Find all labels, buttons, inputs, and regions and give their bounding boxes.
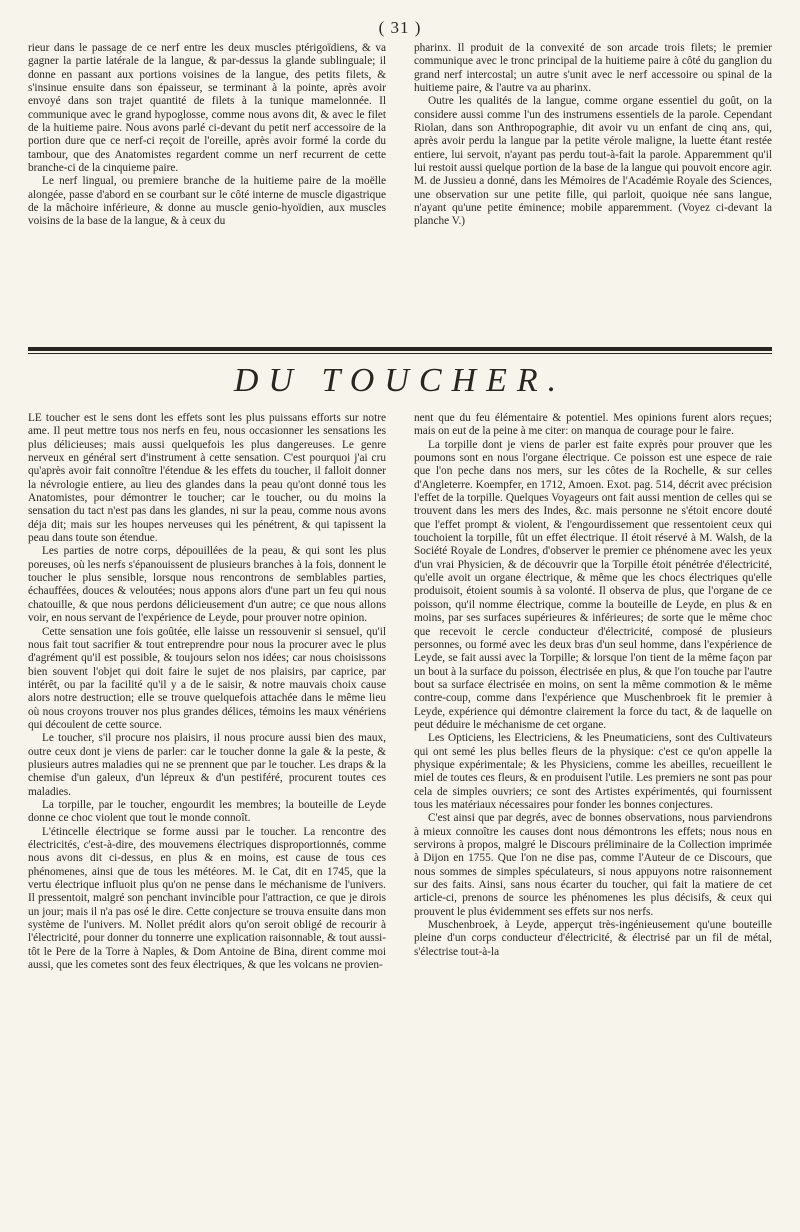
top-left-column [28, 42, 386, 229]
paragraph: Muschenbroek, à Leyde, apperçut très-ingénieusement qu'une bouteille pleine d'un corps conducteur d'électricité, & électrisé par un fil de métal, s'électrise tout-à-la [414, 919, 772, 958]
paragraph: Les parties de notre corps, dépouillées de la peau, & qui sont les plus poreuses, où les nerfs s'épanouissent de plusieurs branches à la fois, donnent le toucher le plus sensible, lorsque nous rencontrons de semblables parties, échauffées, douces & veloutées; nous appons alors d'une part un feu qui nous chatouille, & que nous perdons délicieusement d'un autre; ce que nous allons voir, en nous servant de l'expérience de Leyde, pour prouver notre opinion. [28, 545, 386, 625]
paragraph: pharinx. Il produit de la convexité de son arcade trois filets; le premier communique avec le tronc principal de la huitieme paire à côté du ganglion du grand nerf intercostal; un autre s'unit avec le nerf accessoire ou spinal de la huitieme paire, & l'autre va au pharinx. [414, 42, 772, 95]
bottom-left-column [28, 412, 386, 972]
paragraph: L'étincelle électrique se forme aussi par le toucher. La rencontre des électricités, c'est-à-dire, des mouvemens électriques disproportionnés, comme nous avons dit ci-dessus, en plus & en moins, est cause de tous ces phénomenes, ainsi que de tous les météores. M. le Cat, dit en 1745, que la vertu électrique influoit plus qu'on ne pense dans le méchanisme de l'univers. Il pressentoit, malgré son penchant invincible pour l'attraction, ce que je dirois un jour; mais il n'a pas osé le dire. Cette conjecture se trouva ensuite dans mon système de l'univers. M. Nollet prédit alors qu'on seroit obligé de recourir à l'électricité, pour donner du tonnerre une explication raisonnable, & tout aussi-tôt le Pere de la Torre à Naples, & Dom Antoine de Bina, dirent comme moi aussi, que les cometes sont des feux électriques, & que les volcans ne provien- [28, 825, 386, 972]
paragraph: La torpille dont je viens de parler est faite exprès pour prouver que les poumons sont en nous l'organe électrique. Ce poisson est une espece de raie que l'on peche dans nos mers, sur les côtes de la Rochelle, & sur celles d'Angleterre. Koempfer, en 1712, Amoen. Exot. pag. 514, décrit avec précision l'effet de la torpille. Quelques Voyageurs ont fait aussi mention de celles qui se trouvent dans les mers des Indes, &c. mais personne ne s'étoit encore douté que l'effet prompt & violent, & l'engourdissement que ressentoient ceux qui touchoient la torpille, fût un effet électrique. Il étoit réservé à M. Walsh, de la Société Royale de Londres, d'observer le premier ce phénomene avec les yeux d'un vrai Physicien, & de découvrir que la Torpille étoit pénétrée d'électricité, qu'elle avoit un organe électrique, & même que les chocs électriques qu'elle produisoit, étoient soumis à sa volonté. Il observa de plus, que l'organe de ce poisson, qu'il nomme électrique, comme la bouteille de Leyde, en plus & en moins, par ses surfaces supérieures & inférieures; de sorte que le même choc que recevoit le cercle conducteur d'électricité, composé de plusieurs personnes, ou formé avec les deux bras d'un seul homme, dans l'expérience de Leyde, se fait aussi avec la Torpille; & lorsque l'on tient de la même façon par un bout à la surface du poisson, électrisée en plus, & que l'on touche par l'autre bout sa surface électrisée en moins, on sent la même commotion & le même contre-coup, comme dans l'expérience que Muschenbroek fit le premier à Leyde, expérience qui démontre clairement la force du tact, & de laquelle on peut déduire le méchanisme de cet organe. [414, 438, 772, 731]
section-divider [28, 347, 772, 354]
page-number: ( 31 ) [378, 18, 422, 37]
paragraph: Cette sensation une fois goûtée, elle laisse un ressouvenir si sensuel, qu'il nous fait tout sacrifier & tout entreprendre pour nous la procurer avec le plus d'agrément qu'il est possible, & toujours selon nos idées; car nous choisissons bien souvent l'objet qui doit faire le sujet de nos plaisirs, par caprice, par intérêt, ou par la facilité qu'il y a de le saisir, & notre mauvais choix cause alors notre destruction; elle se trouve quelquefois attachée dans le même lieu où nous croyons trouver nos plus grandes délices, témoins les maux vénériens qui découlent de cette source. [28, 625, 386, 731]
section-heading: DU TOUCHER. [233, 362, 567, 399]
paragraph: C'est ainsi que par degrés, avec de bonnes observations, nous parviendrons à mieux connoître les causes dont nous démontrons les effets; nous nous en servirons à propos, malgré le Discours préliminaire de la Collection imprimée à Dijon en 1755. Que l'on ne dise pas, comme l'Auteur de ce Discours, que nous sommes de simples spéculateurs, si nous appuyons notre raisonnement sur des faits. Ainsi, sans nous écarter du toucher, qui fait la matiere de cet article-ci, prenons de source les phénomenes les plus décisifs, & ceux qui prouvent le plus évidemment ses effets sur nos nerfs. [414, 812, 772, 918]
paragraph: Les Opticiens, les Electriciens, & les Pneumaticiens, sont des Cultivateurs qui ont semé les plus belles fleurs de la physique: c'est ce qu'on appelle la physique expérimentale; & les Physiciens, comme les abeilles, recueillent le miel de toutes ces fleurs, & en produisent l'utile. Les premiers ne sont pas pour cela de simples ouvriers; ce sont des Artistes expérimentés, qui fournissent tous les matériaux nécessaires pour fonder les bonnes conjectures. [414, 732, 772, 811]
bottom-right-column [414, 412, 772, 959]
divider-thick-rule [28, 347, 772, 351]
paragraph: nent que du feu élémentaire & potentiel. Mes opinions furent alors reçues; mais on eut de la peine à me citer: on manqua de courage pour le faire. [414, 412, 772, 438]
divider-thin-rule [28, 353, 772, 354]
paragraph: rieur dans le passage de ce nerf entre les deux muscles ptérigoïdiens, & va gagner la partie latérale de la langue, & par-dessus la glande sublinguale; il donne en passant aux portions voisines de la langue, des petits filets, & s'insinue ensuite dans son épaisseur, se terminant à la pointe, après avoir envoyé dans son trajet quantité de filets à la tunique mamelonnée. Il communique avec le grand hypoglosse, comme nous avons dit, & avec le filet de la huitieme paire. Nous avons parlé ci-devant du petit nerf accessoire de la portion dure que ce nerf-ci reçoit de l'oreille, après avoir formé la corde du tambour, que des Anatomistes regardent comme un nerf recurrent de cette branche-ci de la cinquieme paire. [28, 42, 386, 175]
top-right-column [414, 42, 772, 229]
paragraph: La torpille, par le toucher, engourdit les membres; la bouteille de Leyde donne ce choc violent que tout le monde connoît. [28, 798, 386, 825]
paragraph: LE toucher est le sens dont les effets sont les plus puissans efforts sur notre ame. Il peut mettre tous nos nerfs en feu, nous occasionner les sensations les plus délicieuses; mais aussi quelquefois les plus dangereuses. Le genre nerveux en général sert d'instrument à cette sensation. C'est pourquoi j'ai cru qu'après avoir fait connoître l'étendue & les effets du toucher, il falloit donner la névrologie entiere, au lieu des glandes dans la peau qu'ont donné tous les Anatomistes, pour démontrer le toucher; car le toucher, ou du moins la sensation du tact n'est pas dans les glandes, ni sur la peau, comme nous avons déja dit; mais sur les houpes nerveuses qui les pénétrent, & qui tapissent la peau dans toute son étendue. [28, 412, 386, 545]
paragraph: Le nerf lingual, ou premiere branche de la huitieme paire de la moëlle alongée, passe d'abord en se courbant sur le côté interne de muscle digastrique de la mâchoire inférieure, & donne au muscle genio-hyoïdien, aux muscles voisins de la base de la langue, & à ceux du [28, 175, 386, 228]
paragraph: Le toucher, s'il procure nos plaisirs, il nous procure aussi bien des maux, outre ceux dont je viens de parler: car le toucher donne la gale & la peste, & plusieurs autres maladies qui ne se prennent que par le toucher. Les draps & la chemise d'un galeux, d'un lépreux & d'un pestiféré, procurent toutes ces maladies. [28, 732, 386, 798]
paragraph: Outre les qualités de la langue, comme organe essentiel du goût, on la considere aussi comme l'un des instrumens essentiels de la parole. Cependant Riolan, dans son Anthropographie, dit avoir vu un enfant de cinq ans, qui, après avoir perdu la langue par la petite vérole maligne, la luette étant restée entiere, lui servoit, n'ayant pas perdu tout-à-fait la parole. Apparemment qu'il lui restoit aussi quelque portion de la base de la langue qui pouvoit encore agir. M. de Jussieu a donné, dans les Mémoires de l'Académie Royale des Sciences, une observation sur une petite fille, qui parloit, quoique née sans langue, n'ayant qu'une petite éminence; mobile apparemment. (Voyez ci-devant la planche V.) [414, 95, 772, 228]
